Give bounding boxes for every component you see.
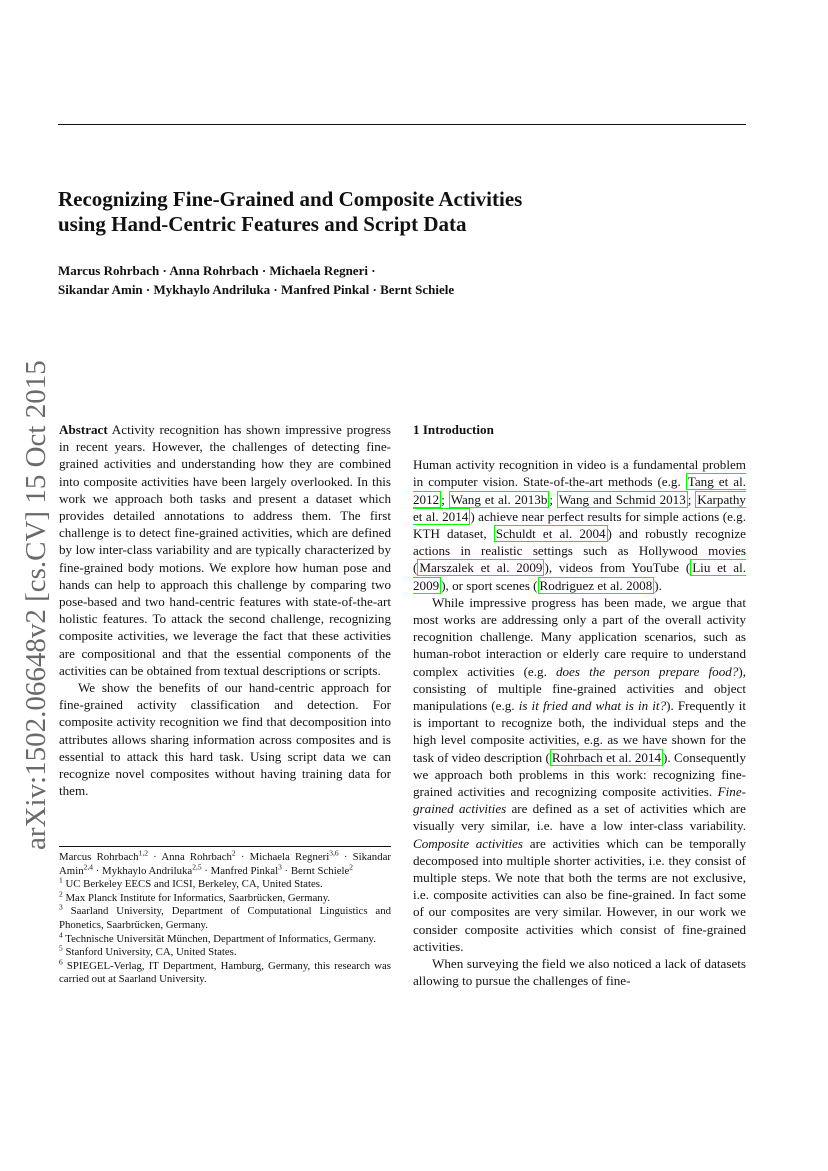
- footnote-number: 3: [59, 902, 63, 912]
- fn-author: · Anna Rohrbach: [147, 851, 232, 863]
- footnote-4: [59, 929, 391, 947]
- footnote-text: UC Berkeley EECS and ICSI, Berkeley, CA, United States.: [65, 878, 323, 891]
- footnotes: [59, 848, 391, 987]
- text-run: ). Frequently it is important to recognize both, the individual steps and the high level composite activities, e.g. as we have shown for the task of video description (: [413, 698, 747, 765]
- text-run: ). Consequently we approach both problems in this work: recognizing fine-grained activities and recognizing composite activities.: [413, 749, 746, 800]
- intro-paragraph-2: [413, 594, 746, 955]
- intro-paragraph-3: When surveying the field we also noticed a lack of datasets allowing to pursue the challenges of fine-: [413, 956, 746, 989]
- footnote-number: 2: [59, 889, 63, 899]
- abstract-paragraph-1: [59, 421, 391, 679]
- text-run: are activities which can be temporally decomposed into multiple shorter activities, i.e. they consist of multiple steps. We note that both the terms are not exclusive, i.e. composite activities can also be fine-grained. In fact some of our composites are very similar. However, in our work we consider composite activities which consist of fine-grained activities.: [413, 835, 746, 954]
- text-run: ), consisting of multiple fine-grained activities and object manipulations (e.g.: [413, 663, 746, 714]
- fn-sup: 2: [231, 848, 236, 858]
- fn-author: · Manfred Pinkal: [201, 864, 279, 877]
- footnote-1: [59, 875, 391, 892]
- fn-sup: 3: [278, 862, 282, 871]
- text-run: ), videos from YouTube (: [544, 560, 691, 576]
- top-rule: [58, 124, 746, 125]
- footnote-number: 6: [59, 957, 63, 967]
- footnote-number: 4: [59, 929, 63, 939]
- footnote-number: 5: [59, 943, 63, 953]
- intro-paragraph-1: [413, 456, 746, 594]
- footnote-3: [59, 902, 391, 932]
- right-column: [413, 421, 746, 990]
- citation-link[interactable]: Schuldt et al. 2004: [495, 526, 606, 542]
- left-column: [59, 421, 391, 799]
- emphasis-text: is it fried and what is in it?: [518, 698, 667, 714]
- fn-author: · Michaela Regneri: [235, 851, 330, 863]
- citation-link[interactable]: Tang et al. 2012: [413, 474, 747, 507]
- footnote-text: Stanford University, CA, United States.: [65, 946, 237, 959]
- fn-sup: 2,4: [83, 862, 93, 871]
- abstract-text-1: Activity recognition has shown impressive progress in recent years. However, the challenges of detecting fine-grained activities and understanding how they are combined into composite activities have been largely overlooked. In this work we approach both tasks and present a dataset which provides detailed annotations to address them. The first challenge is to detect fine-grained activities, which are defined by low inter-class variability and are typically characterized by fine-grained body motions. We explore how human pose and hands can help to approach this challenge by comparing two pose-based and two hand-centric features with state-of-the-art holistic features. To attack the second challenge, recognizing composite activities, we leverage the fact that these activities are compositional and that the essential components of the activities can be obtained from textual descriptions or scripts.: [59, 422, 391, 678]
- text-run: Human activity recognition in video is a fundamental problem in computer vision. State-of-the-art methods (e.g.: [413, 457, 746, 490]
- fn-sup: 2,5: [192, 862, 202, 871]
- fn-sup: 2: [349, 862, 354, 871]
- text-run: are defined as a set of activities which are visually very similar, i.e. have a low inter-class variability.: [413, 801, 746, 834]
- abstract-paragraph-2: We show the benefits of our hand-centric approach for fine-grained activity classification and detection. For composite activity recognition we find that decomposition into attributes allows sharing information across composites and is essential to attack this hard task. Using script data we can recognize novel composites without having training data for them.: [59, 680, 391, 799]
- footnote-rule: [59, 846, 391, 847]
- citation-link[interactable]: Karpathy et al. 2014: [413, 491, 746, 524]
- citation-link[interactable]: Rohrbach et al. 2014: [551, 749, 662, 765]
- footnote-authors: [59, 848, 391, 878]
- fn-author: Marcus Rohrbach: [59, 851, 139, 863]
- footnote-2: [59, 889, 391, 906]
- citation-link[interactable]: Wang et al. 2013b: [450, 491, 548, 507]
- fn-author: · Sikandar Amin: [59, 851, 391, 877]
- authors-line-1: Marcus Rohrbach · Anna Rohrbach · Michaela Regneri ·: [58, 263, 376, 278]
- footnote-text: Max Planck Institute for Informatics, Saarbrücken, Germany.: [65, 891, 331, 904]
- fn-sup: 3,6: [329, 848, 339, 858]
- footnote-text: Saarland University, Department of Computational Linguistics and Phonetics, Saarbrücken, Germany.: [59, 905, 391, 931]
- text-run: ) achieve near perfect results for simple actions (e.g. KTH dataset,: [413, 508, 746, 542]
- emphasis-text: Composite activities: [413, 835, 524, 851]
- footnote-text: Technische Universität München, Department of Informatics, Germany.: [65, 932, 376, 945]
- fn-sup: 1,2: [138, 848, 148, 858]
- footnote-5: [59, 943, 391, 960]
- footnote-number: 1: [59, 875, 63, 885]
- text-run: ).: [654, 577, 662, 593]
- text-run: While impressive progress has been made, we argue that most works are addressing only a part of the overall activity recognition challenge. Many application scenarios, such as human-robot interaction or elderly care require to understand complex activities (e.g.: [413, 594, 746, 679]
- title-line-1: Recognizing Fine-Grained and Composite Activities: [58, 187, 523, 211]
- authors-line-2: Sikandar Amin · Mykhaylo Andriluka · Manfred Pinkal · Bernt Schiele: [58, 282, 455, 297]
- fn-author: · Bernt Schiele: [281, 864, 350, 877]
- text-run: ;: [549, 491, 557, 507]
- section-heading-introduction: 1 Introduction: [413, 422, 494, 437]
- author-list: [58, 261, 698, 299]
- fn-author: · Mykhaylo Andriluka: [92, 864, 193, 877]
- citation-link[interactable]: Rodriguez et al. 2008: [539, 577, 653, 593]
- text-run: ) and robustly recognize actions in realistic settings such as Hollywood movies (: [413, 526, 746, 576]
- abstract-label: Abstract: [59, 422, 108, 437]
- citation-link[interactable]: Wang and Schmid 2013: [558, 491, 686, 507]
- text-run: ), or sport scenes (: [441, 577, 538, 593]
- emphasis-text: does the person prepare food?: [555, 663, 739, 679]
- footnote-6: [59, 957, 391, 987]
- footnote-text: SPIEGEL-Verlag, IT Department, Hamburg, Germany, this research was carried out at Saarland University.: [59, 959, 391, 986]
- emphasis-text: Fine-grained activities: [413, 784, 746, 817]
- text-run: ;: [441, 491, 449, 507]
- citation-link[interactable]: Liu et al. 2009: [413, 560, 746, 593]
- arxiv-stamp: arXiv:1502.06648v2 [cs.CV] 15 Oct 2015: [20, 360, 52, 850]
- citation-link[interactable]: Marszalek et al. 2009: [419, 560, 543, 576]
- paper-title: [58, 187, 698, 237]
- text-run: ;: [687, 491, 696, 507]
- title-line-2: using Hand-Centric Features and Script Data: [58, 212, 467, 236]
